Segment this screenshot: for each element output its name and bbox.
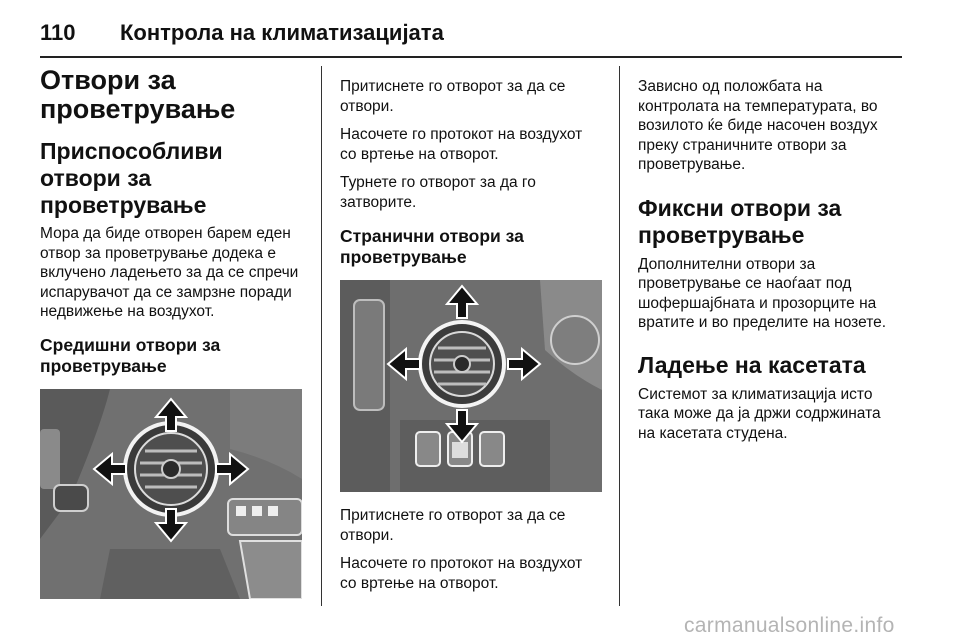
paragraph-cassette-cooling: Системот за климатизација исто така може да ја држи содржината на касетата студена. bbox=[638, 385, 881, 442]
paragraph-press-to-open-side: Притиснете го отворот за да се отвори. bbox=[340, 507, 566, 544]
subheading-fixed-vents: Фиксни отвори за проветрување bbox=[638, 194, 842, 248]
section-heading-vents: Отвори за проветрување bbox=[40, 65, 236, 124]
side-vent-drawing bbox=[340, 280, 602, 492]
paragraph-fixed-vents: Дополнителни отвори за проветрување се наоѓаат под шофершајбната и прозорците на вратите и во пределите на нозете. bbox=[638, 255, 887, 331]
paragraph-temperature-dependent: Зависно од положбата на контролата на температурата, во возилото ќе биде насочен воздух преку страничните отвори за проветрување. bbox=[638, 78, 878, 173]
running-title: Контрола на климатизацијата bbox=[120, 20, 444, 45]
paragraph-push-to-close: Турнете го отворот за да го затворите. bbox=[340, 174, 536, 211]
header-rule bbox=[40, 56, 902, 58]
center-vent-drawing bbox=[40, 389, 302, 599]
subheading-center-vents: Средишни отвори за проветрување bbox=[40, 334, 221, 376]
column-divider-1 bbox=[321, 66, 322, 606]
column-3 bbox=[638, 66, 902, 443]
paragraph-press-to-open: Притиснете го отворот за да се отвори. bbox=[340, 78, 566, 115]
page-number: 110 bbox=[40, 20, 76, 45]
page-header bbox=[40, 14, 902, 54]
subheading-adjustable-vents: Приспособливи отвори за проветрување bbox=[40, 138, 223, 218]
paragraph-direct-airflow: Насочете го протокот на воздухот со вртење на отворот. bbox=[340, 126, 583, 163]
subheading-side-vents: Странични отвори за проветрување bbox=[340, 226, 524, 267]
paragraph-direct-airflow-side: Насочете го протокот на воздухот со вртење на отворот. bbox=[340, 555, 583, 592]
side-vent-illustration bbox=[340, 280, 602, 492]
column-2 bbox=[340, 66, 602, 593]
watermark: carmanualsonline.info bbox=[684, 614, 895, 637]
subheading-cassette-cooling: Ладење на касетата bbox=[638, 351, 866, 378]
column-divider-2 bbox=[619, 66, 620, 606]
paragraph-vents-intro: Мора да биде отворен барем еден отвор за проветрување додека е вклучено ладењето за да се спречи испарувачот да се замрзне поради недвижење на воздухот. bbox=[40, 225, 299, 320]
column-1 bbox=[40, 66, 302, 599]
center-vent-illustration bbox=[40, 389, 302, 599]
